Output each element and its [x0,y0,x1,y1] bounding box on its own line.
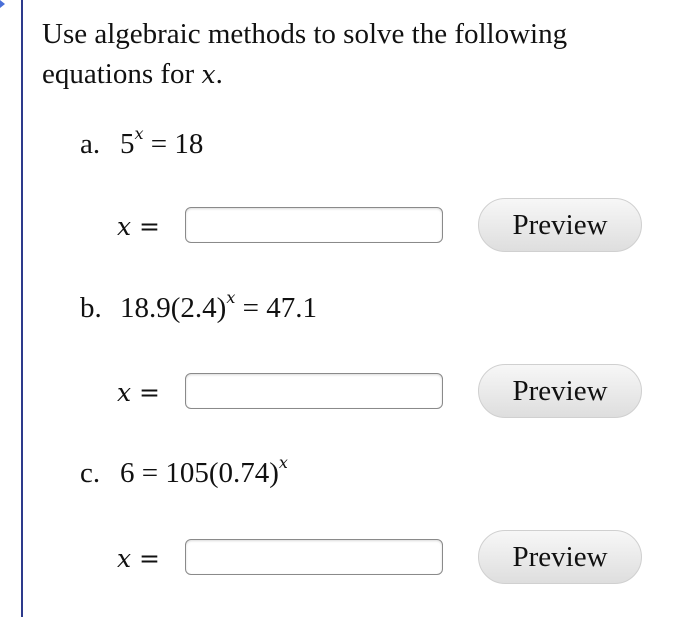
part-b-equation-rhs: = 47.1 [235,292,317,324]
part-b-equation [80,290,317,326]
part-c-exponent: x [278,453,288,472]
left-border-rule [21,0,23,617]
part-b-exponent: x [226,288,236,307]
part-b-answer-var: x = [117,378,160,407]
part-a-answer-input[interactable] [185,207,443,243]
part-a-equation-rhs: = 18 [143,128,204,160]
part-c-answer-label [117,540,160,577]
part-b-preview-button[interactable]: Preview [478,364,642,418]
part-b-answer-input[interactable] [185,373,443,409]
part-b-equation-base: 18.9(2.4) [120,292,227,324]
part-b-label: b. [80,292,102,324]
prompt-end: . [215,58,223,90]
part-c-equation [80,455,288,491]
part-a-answer-var: x = [117,212,160,241]
part-c-equation-base: 6 = 105(0.74) [120,457,279,489]
part-a-label: a. [80,128,101,160]
prompt-text: Use algebraic methods to solve the following equations for [42,18,568,90]
corner-marker [0,0,5,8]
part-c-answer-var: x = [117,544,160,573]
part-a-answer-label [117,208,160,245]
part-a-preview-button[interactable]: Preview [478,198,642,252]
part-c-answer-input[interactable] [185,539,443,575]
part-c-preview-button[interactable]: Preview [478,530,642,584]
part-c-label: c. [80,457,101,489]
prompt-variable: x [201,60,216,89]
part-a-equation-base: 5 [120,128,135,160]
part-a-equation [80,126,203,162]
part-a-exponent: x [134,124,144,143]
question-prompt [42,14,662,95]
part-b-answer-label [117,374,160,411]
